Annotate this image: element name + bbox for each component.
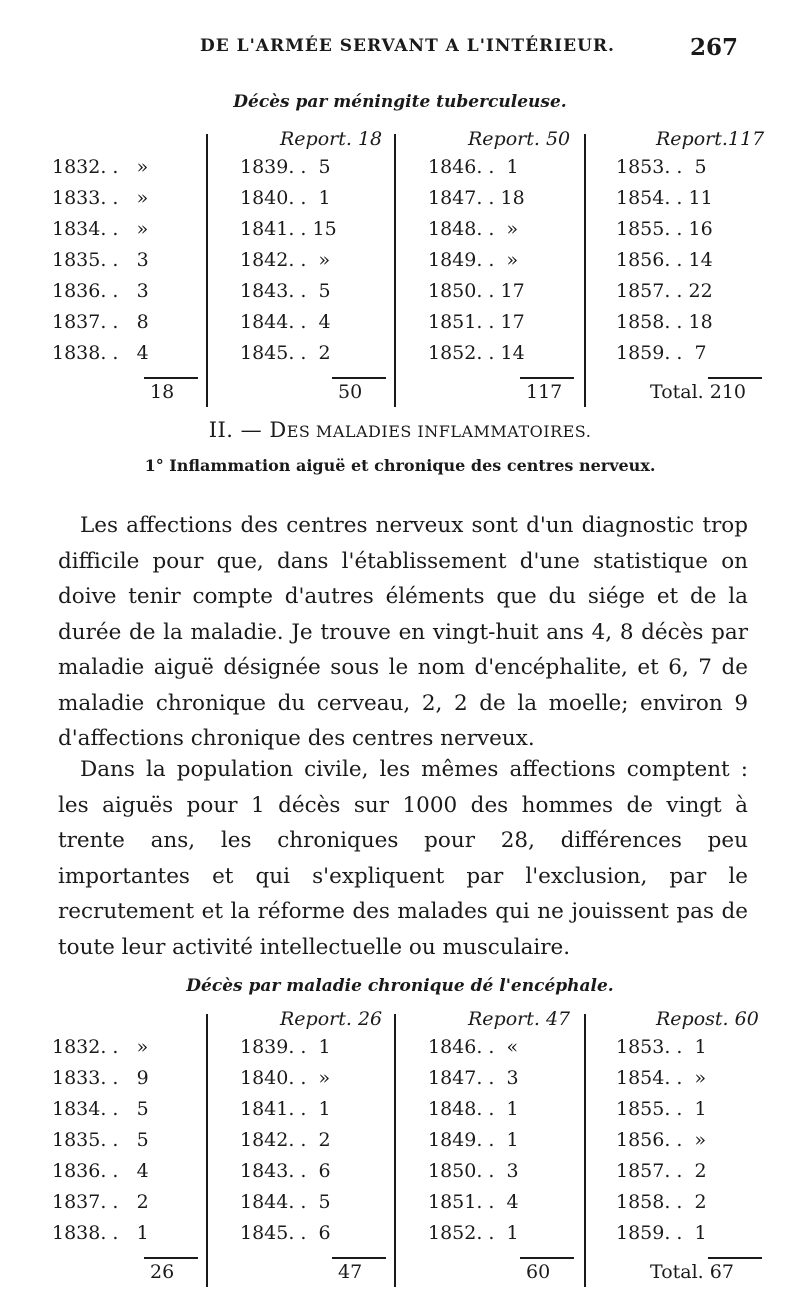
- table-row: 1858. . 18: [616, 311, 713, 333]
- sum-rule: [332, 1257, 386, 1259]
- table-row: 1846. . 1: [428, 156, 519, 178]
- table-row: 1840. . »: [240, 1067, 331, 1089]
- sum-rule: [144, 377, 198, 379]
- table-row: 1832. . »: [52, 156, 149, 178]
- table-row: 1832. . »: [52, 1036, 149, 1058]
- table-row: 1843. . 5: [240, 280, 331, 302]
- table-column-separator: [584, 134, 586, 407]
- report-label: Repost. 60: [656, 1008, 759, 1030]
- table1-caption: Décès par méningite tuberculeuse.: [233, 92, 567, 112]
- sum-rule: [520, 1257, 574, 1259]
- table-row: 1839. . 1: [240, 1036, 331, 1058]
- table-row: 1850. . 17: [428, 280, 525, 302]
- sum-rule: [520, 377, 574, 379]
- table-row: 1855. . 16: [616, 218, 713, 240]
- table-row: 1834. . »: [52, 218, 149, 240]
- table-row: 1837. . 2: [52, 1191, 149, 1213]
- column-total: 117: [526, 381, 563, 403]
- paragraph-2: Dans la population civile, les mêmes affections comptent : les aiguës pour 1 décès sur 1000 des hommes de vingt à trente ans, les chroniques pour 28, différences peu importantes et qui s'expliquent par l'exclusion, par le recrutement et la réforme des malades qui ne jouissent pas de toute leur activité intellectuelle ou musculaire.: [58, 757, 748, 960]
- report-label: Report. 50: [468, 128, 571, 150]
- report-label: Report. 47: [468, 1008, 571, 1030]
- table-row: 1848. . 1: [428, 1098, 519, 1120]
- table-row: 1854. . »: [616, 1067, 707, 1089]
- section-title-rest: ES MALADIES INFLAMMATOIRES.: [286, 422, 592, 441]
- column-total: 18: [150, 381, 175, 403]
- table-row: 1836. . 3: [52, 280, 149, 302]
- table-row: 1854. . 11: [616, 187, 713, 209]
- table-row: 1837. . 8: [52, 311, 149, 333]
- table-row: 1844. . 5: [240, 1191, 331, 1213]
- table-row: 1857. . 2: [616, 1160, 707, 1182]
- table-row: 1840. . 1: [240, 187, 331, 209]
- table-row: 1851. . 4: [428, 1191, 519, 1213]
- report-label: Report. 18: [280, 128, 383, 150]
- paragraph-1: Les affections des centres nerveux sont d'un diagnostic trop difficile pour que, dans l'établissement d'une statistique on doive tenir compte d'autres éléments que du siége et de la durée de la maladie. Je trouve en vingt-huit ans 4, 8 décès par maladie aiguë désignée sous le nom d'encéphalite, et 6, 7 de maladie chronique du cerveau, 2, 2 de la moelle; environ 9 d'affections chronique des centres nerveux.: [58, 513, 748, 751]
- table-row: 1857. . 22: [616, 280, 713, 302]
- table-row: 1849. . »: [428, 249, 519, 271]
- table-row: 1847. . 3: [428, 1067, 519, 1089]
- table-row: 1838. . 1: [52, 1222, 149, 1244]
- column-total: 47: [338, 1261, 363, 1283]
- table-row: 1856. . »: [616, 1129, 707, 1151]
- table-row: 1843. . 6: [240, 1160, 331, 1182]
- report-label: Report.117: [656, 128, 765, 150]
- table-row: 1839. . 5: [240, 156, 331, 178]
- table-row: 1842. . 2: [240, 1129, 331, 1151]
- running-title: DE L'ARMÉE SERVANT A L'INTÉRIEUR.: [200, 36, 615, 56]
- table-row: 1852. . 14: [428, 342, 525, 364]
- section-number: II. —: [208, 418, 263, 442]
- table-row: 1847. . 18: [428, 187, 525, 209]
- page-number: 267: [689, 34, 738, 61]
- table-row: 1853. . 1: [616, 1036, 707, 1058]
- table-row: 1834. . 5: [52, 1098, 149, 1120]
- table-column-separator: [206, 1014, 208, 1287]
- section-heading: [0, 418, 800, 442]
- table-row: 1838. . 4: [52, 342, 149, 364]
- section-subheading: 1° Inflammation aiguë et chronique des centres nerveux.: [144, 456, 656, 475]
- table-row: 1841. . 15: [240, 218, 337, 240]
- table2-caption: Décès par maladie chronique dé l'encéphale.: [186, 976, 614, 996]
- table-row: 1852. . 1: [428, 1222, 519, 1244]
- sum-rule: [708, 1257, 762, 1259]
- table-row: 1850. . 3: [428, 1160, 519, 1182]
- table-row: 1856. . 14: [616, 249, 713, 271]
- section-title-initial: D: [269, 418, 287, 442]
- table-meningite-tuberculeuse: [40, 128, 765, 403]
- sum-rule: [332, 377, 386, 379]
- table-column-separator: [394, 1014, 396, 1287]
- table-row: 1836. . 4: [52, 1160, 149, 1182]
- column-total: 50: [338, 381, 363, 403]
- table-row: 1833. . 9: [52, 1067, 149, 1089]
- running-head: [0, 36, 800, 72]
- sum-rule: [708, 377, 762, 379]
- table-row: 1855. . 1: [616, 1098, 707, 1120]
- table-maladie-chronique-encephale: [40, 1008, 760, 1283]
- table-row: 1846. . «: [428, 1036, 519, 1058]
- column-total: 60: [526, 1261, 551, 1283]
- table-row: 1835. . 5: [52, 1129, 149, 1151]
- report-label: Report. 26: [280, 1008, 383, 1030]
- table-row: 1859. . 1: [616, 1222, 707, 1244]
- column-total: Total. 210: [650, 381, 747, 403]
- table-column-separator: [584, 1014, 586, 1287]
- table-row: 1845. . 6: [240, 1222, 331, 1244]
- table-row: 1859. . 7: [616, 342, 707, 364]
- column-total: 26: [150, 1261, 175, 1283]
- table-row: 1853. . 5: [616, 156, 707, 178]
- sum-rule: [144, 1257, 198, 1259]
- table-row: 1835. . 3: [52, 249, 149, 271]
- table-row: 1845. . 2: [240, 342, 331, 364]
- table-row: 1842. . »: [240, 249, 331, 271]
- table-row: 1851. . 17: [428, 311, 525, 333]
- table-row: 1833. . »: [52, 187, 149, 209]
- column-total: Total. 67: [650, 1261, 734, 1283]
- table-row: 1848. . »: [428, 218, 519, 240]
- table-row: 1849. . 1: [428, 1129, 519, 1151]
- table-row: 1844. . 4: [240, 311, 331, 333]
- table-column-separator: [394, 134, 396, 407]
- table-column-separator: [206, 134, 208, 407]
- table-row: 1858. . 2: [616, 1191, 707, 1213]
- table-row: 1841. . 1: [240, 1098, 331, 1120]
